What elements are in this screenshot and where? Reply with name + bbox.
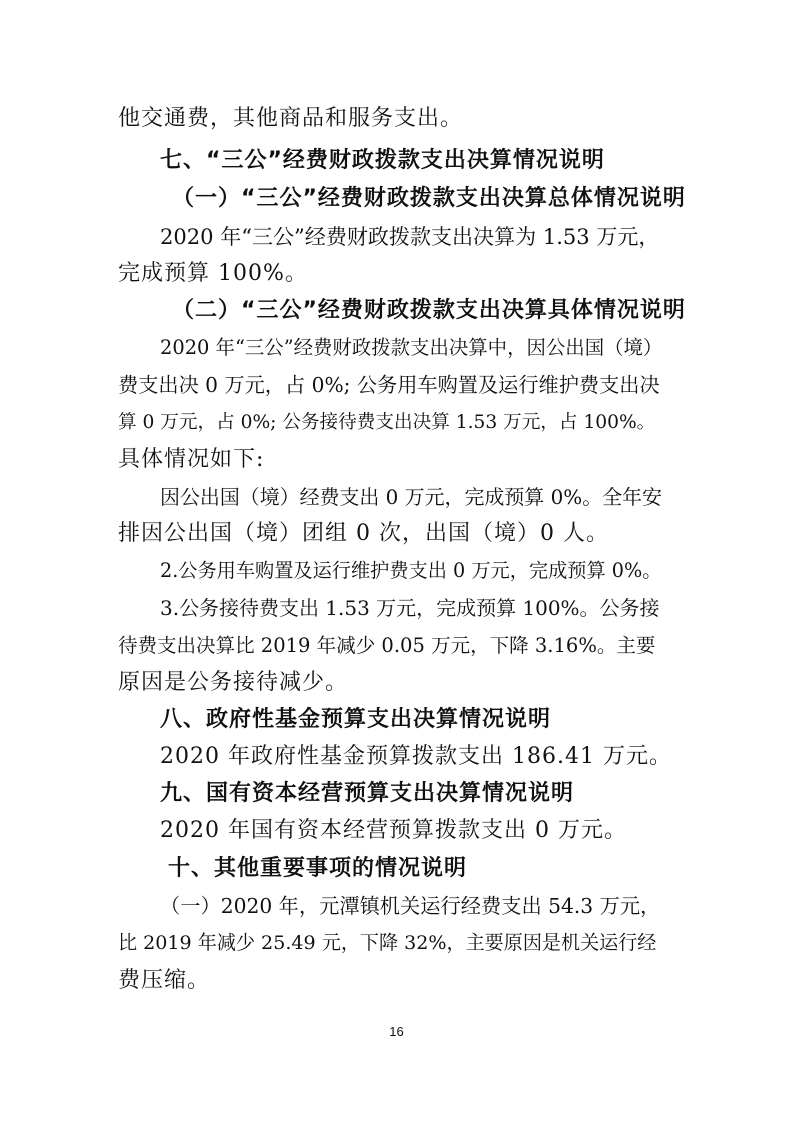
paragraph-line: 2020 年“三公”经费财政拨款支出决算中，因公出国（境） [160,336,663,359]
subsection-heading-7-1: （一）“三公”经费财政拨款支出决算总体情况说明 [172,186,686,211]
paragraph-line: 比 2019 年减少 25.49 元，下降 32%，主要原因是机关运行经 [118,931,657,954]
paragraph-line: 2020 年政府性基金预算拨款支出 186.41 万元。 [160,744,672,769]
paragraph-line: 2020 年国有资本经营预算拨款支出 0 万元。 [160,818,627,843]
paragraph-line: 待费支出决算比 2019 年减少 0.05 万元，下降 3.16%。主要 [118,634,656,657]
section-heading-8: 八、政府性基金预算支出决算情况说明 [160,707,552,732]
paragraph-line: 原因是公务接待减少。 [118,670,349,695]
section-heading-9: 九、国有资本经营预算支出决算情况说明 [160,781,575,806]
paragraph-line: 3.公务接待费支出 1.53 万元，完成预算 100%。公务接 [160,596,660,620]
subsection-heading-7-2: （二）“三公”经费财政拨款支出决算具体情况说明 [172,298,686,323]
paragraph-line: 因公出国（境）经费支出 0 万元，完成预算 0%。全年安 [160,485,662,509]
section-heading-7: 七、“三公”经费财政拨款支出决算情况说明 [160,148,605,173]
section-heading-10: 十、其他重要事项的情况说明 [168,856,468,881]
paragraph-line: 费支出决 0 万元，占 0%; 公务用车购置及运行维护费支出决 [118,373,660,397]
paragraph-line: 完成预算 100%。 [118,261,308,286]
paragraph-line: 他交通费，其他商品和服务支出。 [118,106,464,131]
paragraph-line: 2.公务用车购置及运行维护费支出 0 万元，完成预算 0%。 [160,559,662,582]
paragraph-line: 2020 年“三公”经费财政拨款支出决算为 1.53 万元， [160,224,660,249]
page-number: 16 [389,1024,404,1039]
paragraph-line: 算 0 万元，占 0%; 公务接待费支出决算 1.53 万元，占 100%。 [118,412,656,433]
paragraph-line: 具体情况如下: [118,447,265,472]
paragraph-line: 排因公出国（境）团组 0 次，出国（境）0 人。 [118,521,609,546]
paragraph-line: （一）2020 年，元潭镇机关运行经费支出 54.3 万元， [160,894,661,918]
paragraph-line: 费压缩。 [118,968,211,993]
